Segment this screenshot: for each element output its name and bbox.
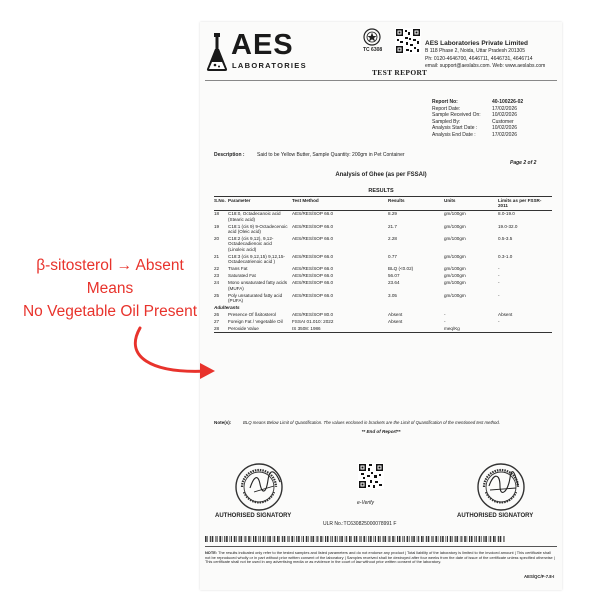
cell-sn: 23 [214,273,220,279]
e-verify-label: e-Verify [357,500,375,506]
cell-method: AES/RES/SOP 66.0 [292,236,334,242]
cell-sn: 28 [214,325,220,331]
cell-unit: gm/100gm [444,211,466,217]
company-phone: Ph: 0120-4646700, 4646711, 4646731, 4646714 [425,55,533,62]
cell-limit: 19.0-32.0 [498,223,518,229]
header-results: Results [388,197,405,203]
annotation-callout [12,254,208,323]
cell-unit: - [444,311,446,317]
cell-parameter: Saturated Fat [228,273,256,279]
cell-method: AES/RES/SOP 66.0 [292,253,334,259]
cell-limit: Absent [498,311,513,317]
table-body [214,210,552,304]
cell-sn: 21 [214,253,220,259]
adulterants-subhead: Adulterants [214,304,240,310]
form-number: AES/QC/F-7.8-I [524,574,555,579]
company-block [425,40,565,71]
cell-parameter: C18:1 (cis 9) 9-Octadecenoic acid (Oleic acid) [228,223,288,235]
table-row [214,292,552,304]
authorised-signatory-left: AUTHORISED SIGNATORY [215,513,292,519]
cell-result: 21.7 [388,223,397,229]
cell-sn: 22 [214,266,220,272]
cell-sn: 25 [214,292,220,298]
notes-text: BLQ means Below Limit of Quantification. The values enclosed in brackets are the Limit of Quantification of the mentioned test method. [243,420,500,425]
cell-unit: gm/100gm [444,266,466,272]
cell-result: 23.64 [388,280,400,286]
page-number: Page 2 of 2 [510,160,537,166]
table-row [214,210,552,222]
cell-parameter: Trans Fat [228,266,248,272]
cell-unit: gm/100gm [444,223,466,229]
table-row [214,253,552,265]
description-label: Description : [214,152,245,158]
flask-icon [205,32,229,72]
ulr-number: ULR No.:TC630825000078991 F [323,521,397,527]
table-row [214,223,552,235]
results-table [214,196,552,333]
authorised-signatory-right: AUTHORISED SIGNATORY [457,513,534,519]
cell-limit [498,326,552,331]
cell-unit: meq/Kg [444,325,460,331]
header-divider [205,80,557,81]
meta-row [432,112,554,119]
footer-divider [205,546,557,547]
cell-parameter: Presence Of ßsitosterol [228,311,276,317]
header-method: Test Method [292,197,319,203]
signature-icon [486,468,520,498]
cell-result: 2.28 [388,236,397,242]
cell-method: IS 3508: 1986 [292,325,321,331]
meta-value: 10/02/2026 [492,112,518,119]
cell-limit: 8.0-19.0 [498,211,515,217]
meta-key: Analysis End Date : [432,131,476,138]
meta-row [432,119,554,126]
report-meta [432,99,554,139]
tc-code: TC 6308 [363,47,383,53]
analysis-title: Analysis of Ghee (as per FSSAI) [335,172,427,178]
meta-key: Sample Received On: [432,112,481,119]
cell-limit: 0.3-1.0 [498,253,513,259]
cell-result: 3.05 [388,292,397,298]
aes-logo [205,30,323,74]
description-text: Said to be Yellow Butter, Sample Quantity: 200gm in Pet Container [257,152,405,158]
cell-method: AES/RES/SOP 66.0 [292,292,334,298]
footnote [205,551,557,565]
table-row [214,272,552,279]
company-email: email: support@aeslabs.com. Web: www.aeslabs.com [425,63,546,69]
table-header [214,197,552,210]
cell-unit: gm/100gm [444,280,466,286]
test-report-title: TEST REPORT [372,68,428,77]
company-name: AES Laboratories Private Limited [425,40,528,47]
meta-key: Report No: [432,99,458,105]
cell-method: FSSAI 01.010: 2022 [292,318,334,324]
table-row [214,311,552,318]
table-row [214,279,552,291]
table-body-adulterants [214,311,552,332]
table-row [214,235,552,253]
cell-result: Absent [388,318,403,324]
cell-sn: 24 [214,280,220,286]
qr-code-icon [395,28,421,54]
cell-limit: - [498,273,500,279]
cell-result: BLQ (<0.02) [388,266,414,272]
end-of-report: ** End of Report** [361,429,401,434]
cell-unit: gm/100gm [444,236,466,242]
table-row [214,318,552,325]
header-limits: Limits as per FSSR- 2011 [498,197,542,209]
cell-unit: gm/100gm [444,273,466,279]
cell-parameter: Foreign Fat / Vegetable Oil [228,318,283,324]
cell-method: AES/RES/SOP 66.0 [292,273,334,279]
cell-result: 56.07 [388,273,400,279]
results-title: RESULTS [368,188,394,194]
cell-parameter: C18:0, Octadecanoic acid (Stearic acid) [228,211,281,222]
meta-row [432,106,554,113]
meta-value: Customer [492,118,514,125]
logo-subtitle: LABORATORIES [232,61,307,70]
company-address: B 118 Phase 2, Noida, Uttar Pradesh 201305 [425,48,525,54]
meta-row [432,132,554,139]
cell-method: AES/RES/SOP 66.0 [292,211,334,217]
cell-parameter: Peroxide Value [228,325,259,331]
cell-unit: gm/100gm [444,253,466,259]
header-sn: S.No. [214,197,226,203]
meta-value: 17/02/2026 [492,105,518,112]
annotation-line-1: β-sitosterol → Absent [36,257,184,274]
meta-value: 17/02/2026 [492,131,518,138]
cell-parameter: C18:3 (cis 9,12,15) 9,12,15-Octadecatrienoic acid ) [228,253,285,265]
meta-value: 40-100226-02 [492,99,524,105]
cell-sn: 20 [214,236,220,242]
cell-unit: gm/100gm [444,292,466,298]
cell-unit: - [444,318,446,324]
notes-label: Note(s): [214,420,232,425]
cell-method: AES/RES/SOP 66.0 [292,223,334,229]
header-parameter: Parameter [228,197,251,203]
table-row [214,265,552,272]
meta-key: Report Date: [432,105,461,112]
cell-result: 0.77 [388,253,397,259]
cell-result [388,326,444,331]
annotation-line-2: Means [86,280,134,297]
meta-key: Analysis Start Date : [432,125,478,132]
meta-value: 10/02/2026 [492,125,518,132]
cell-method: AES/RES/SOP 66.0 [292,280,334,286]
cell-limit: 0.5-3.5 [498,236,513,242]
cell-result: Absent [388,311,403,317]
cell-limit: - [498,318,500,324]
annotation-line-3: No Vegetable Oil Present [22,303,198,320]
table-row [214,325,552,332]
cell-parameter: C18:2 (cis 9,12), 9,12-Octadecadienoic acid (Linoleic acid) [228,236,274,252]
accreditation-seal-icon [363,28,381,46]
cell-limit: - [498,280,500,286]
cell-method: AES/RES/SOP 66.0 [292,266,334,272]
cell-limit: - [498,266,500,272]
meta-row [432,125,554,132]
red-arrow-icon [120,326,225,386]
logo-wordmark: AES [231,29,294,61]
header-units: Units [444,197,456,203]
footnote-text: The results indicated only refer to the tested samples and listed parameters and do not endorse any product | Total liability of the laboratory is limited to the invoiced amount | This certificate shall not be reproduced wholly or in part without prior written consent of the laboratory | Samples received shall be destroyed after four weeks from the date of issue of the certificate unless specified otherwise | This certificate shall not be used in any advertising media or as evidence in the court of law without prior written consent of the laboratory. [205,550,555,565]
table-rule [214,332,552,333]
cell-limit: - [498,292,500,298]
cell-sn: 18 [214,211,220,217]
barcode-icon [205,536,505,542]
cell-result: 8.29 [388,211,397,217]
meta-key: Sampled By: [432,118,461,125]
verification-qr-icon [358,463,384,489]
cell-parameter: Mono unsaturated fatty acids (MUFA) [228,280,287,291]
cell-sn: 26 [214,311,220,317]
cell-sn: 27 [214,318,220,324]
meta-row [432,99,554,106]
cell-sn: 19 [214,223,220,229]
footnote-label: NOTE: [205,550,218,555]
cell-method: AES/RES/SOP 80.0 [292,311,334,317]
cell-parameter: Poly unsaturated fatty acid (PUFA) [228,292,283,304]
signature-icon [248,468,282,498]
